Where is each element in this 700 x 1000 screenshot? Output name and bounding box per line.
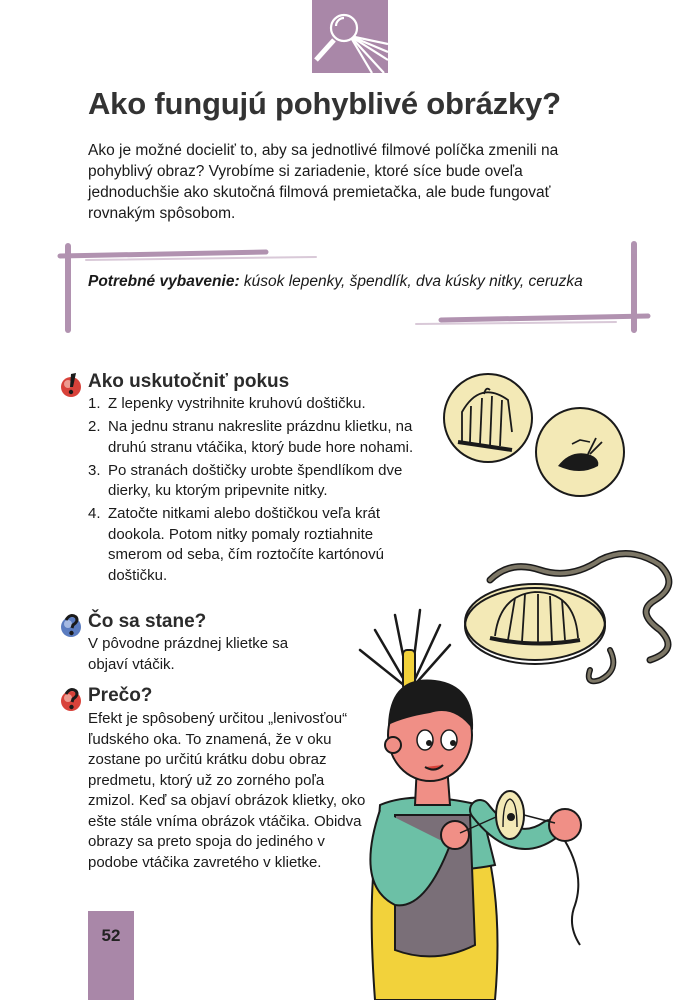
equipment-items: kúsok lepenky, špendlík, dva kúsky nitky, ceruzka (239, 273, 583, 290)
header-badge (312, 0, 388, 73)
how-to-title: Ako uskutočniť pokus (88, 371, 290, 392)
page-number-tab (88, 911, 134, 1000)
list-item (88, 394, 428, 415)
disc-illustration (440, 370, 630, 500)
step-number: 2. (88, 418, 101, 435)
why-title: Prečo? (88, 685, 153, 706)
question-red-icon (60, 686, 82, 712)
list-item (88, 461, 428, 502)
step-number: 4. (88, 505, 101, 522)
exclamation-icon (60, 372, 82, 398)
steps-list (88, 394, 428, 589)
equipment-text (88, 271, 588, 293)
magnifier-icon (312, 0, 388, 73)
question-blue-icon (60, 612, 82, 638)
page-title: Ako fungujú pohyblivé obrázky? (88, 86, 561, 121)
what-happens-text: V pôvodne prázdnej klietke sa objaví vtáčik. (88, 635, 289, 673)
equipment-label: Potrebné vybavenie: (88, 273, 240, 290)
intro-paragraph: Ako je možné docieliť to, aby sa jednotlivé filmové políčka zmenili na pohyblivý obraz? Vyrobíme si zariadenie, ktoré síce bude oveľa jednoduchšie ako skutočná filmová premietačka, ale bude fungovať rovnakým spôsobom. (88, 142, 559, 222)
step-number: 3. (88, 461, 101, 479)
girl-illustration (355, 605, 615, 1000)
step-text: Na jednu stranu nakreslite prázdnu klietku, na druhú stranu vtáčika, ktorý bude hore nohami. (108, 418, 414, 456)
step-text: Zatočte nitkami alebo doštičkou veľa krát dookola. Potom nitky pomaly roztiahnite smerom od seba, čím roztočíte kartónovú doštičku. (108, 505, 384, 584)
list-item (88, 504, 428, 586)
why-text: Efekt je spôsobený určitou „lenivosťou“ ľudského oka. To znamená, že v oku zostane po určitú krátku dobu obraz predmetu, ktorý už zo zorného poľa zmizol. Keď sa objaví obrázok klietky, oko ešte stále vníma obrázok vtáčika. Obidva obrazy sa preto spoja do jediného v podobe vtáčika zavretého v klietke. (88, 710, 366, 871)
step-text: Z lepenky vystrihnite kruhovú doštičku. (108, 395, 366, 412)
step-number: 1. (88, 395, 101, 412)
list-item (88, 417, 428, 458)
what-happens-title: Čo sa stane? (88, 611, 207, 632)
page-number: 52 (101, 926, 121, 945)
step-text: Po stranách doštičky urobte špendlíkom dve dierky, ku ktorým pripevnite nitky. (108, 461, 403, 499)
